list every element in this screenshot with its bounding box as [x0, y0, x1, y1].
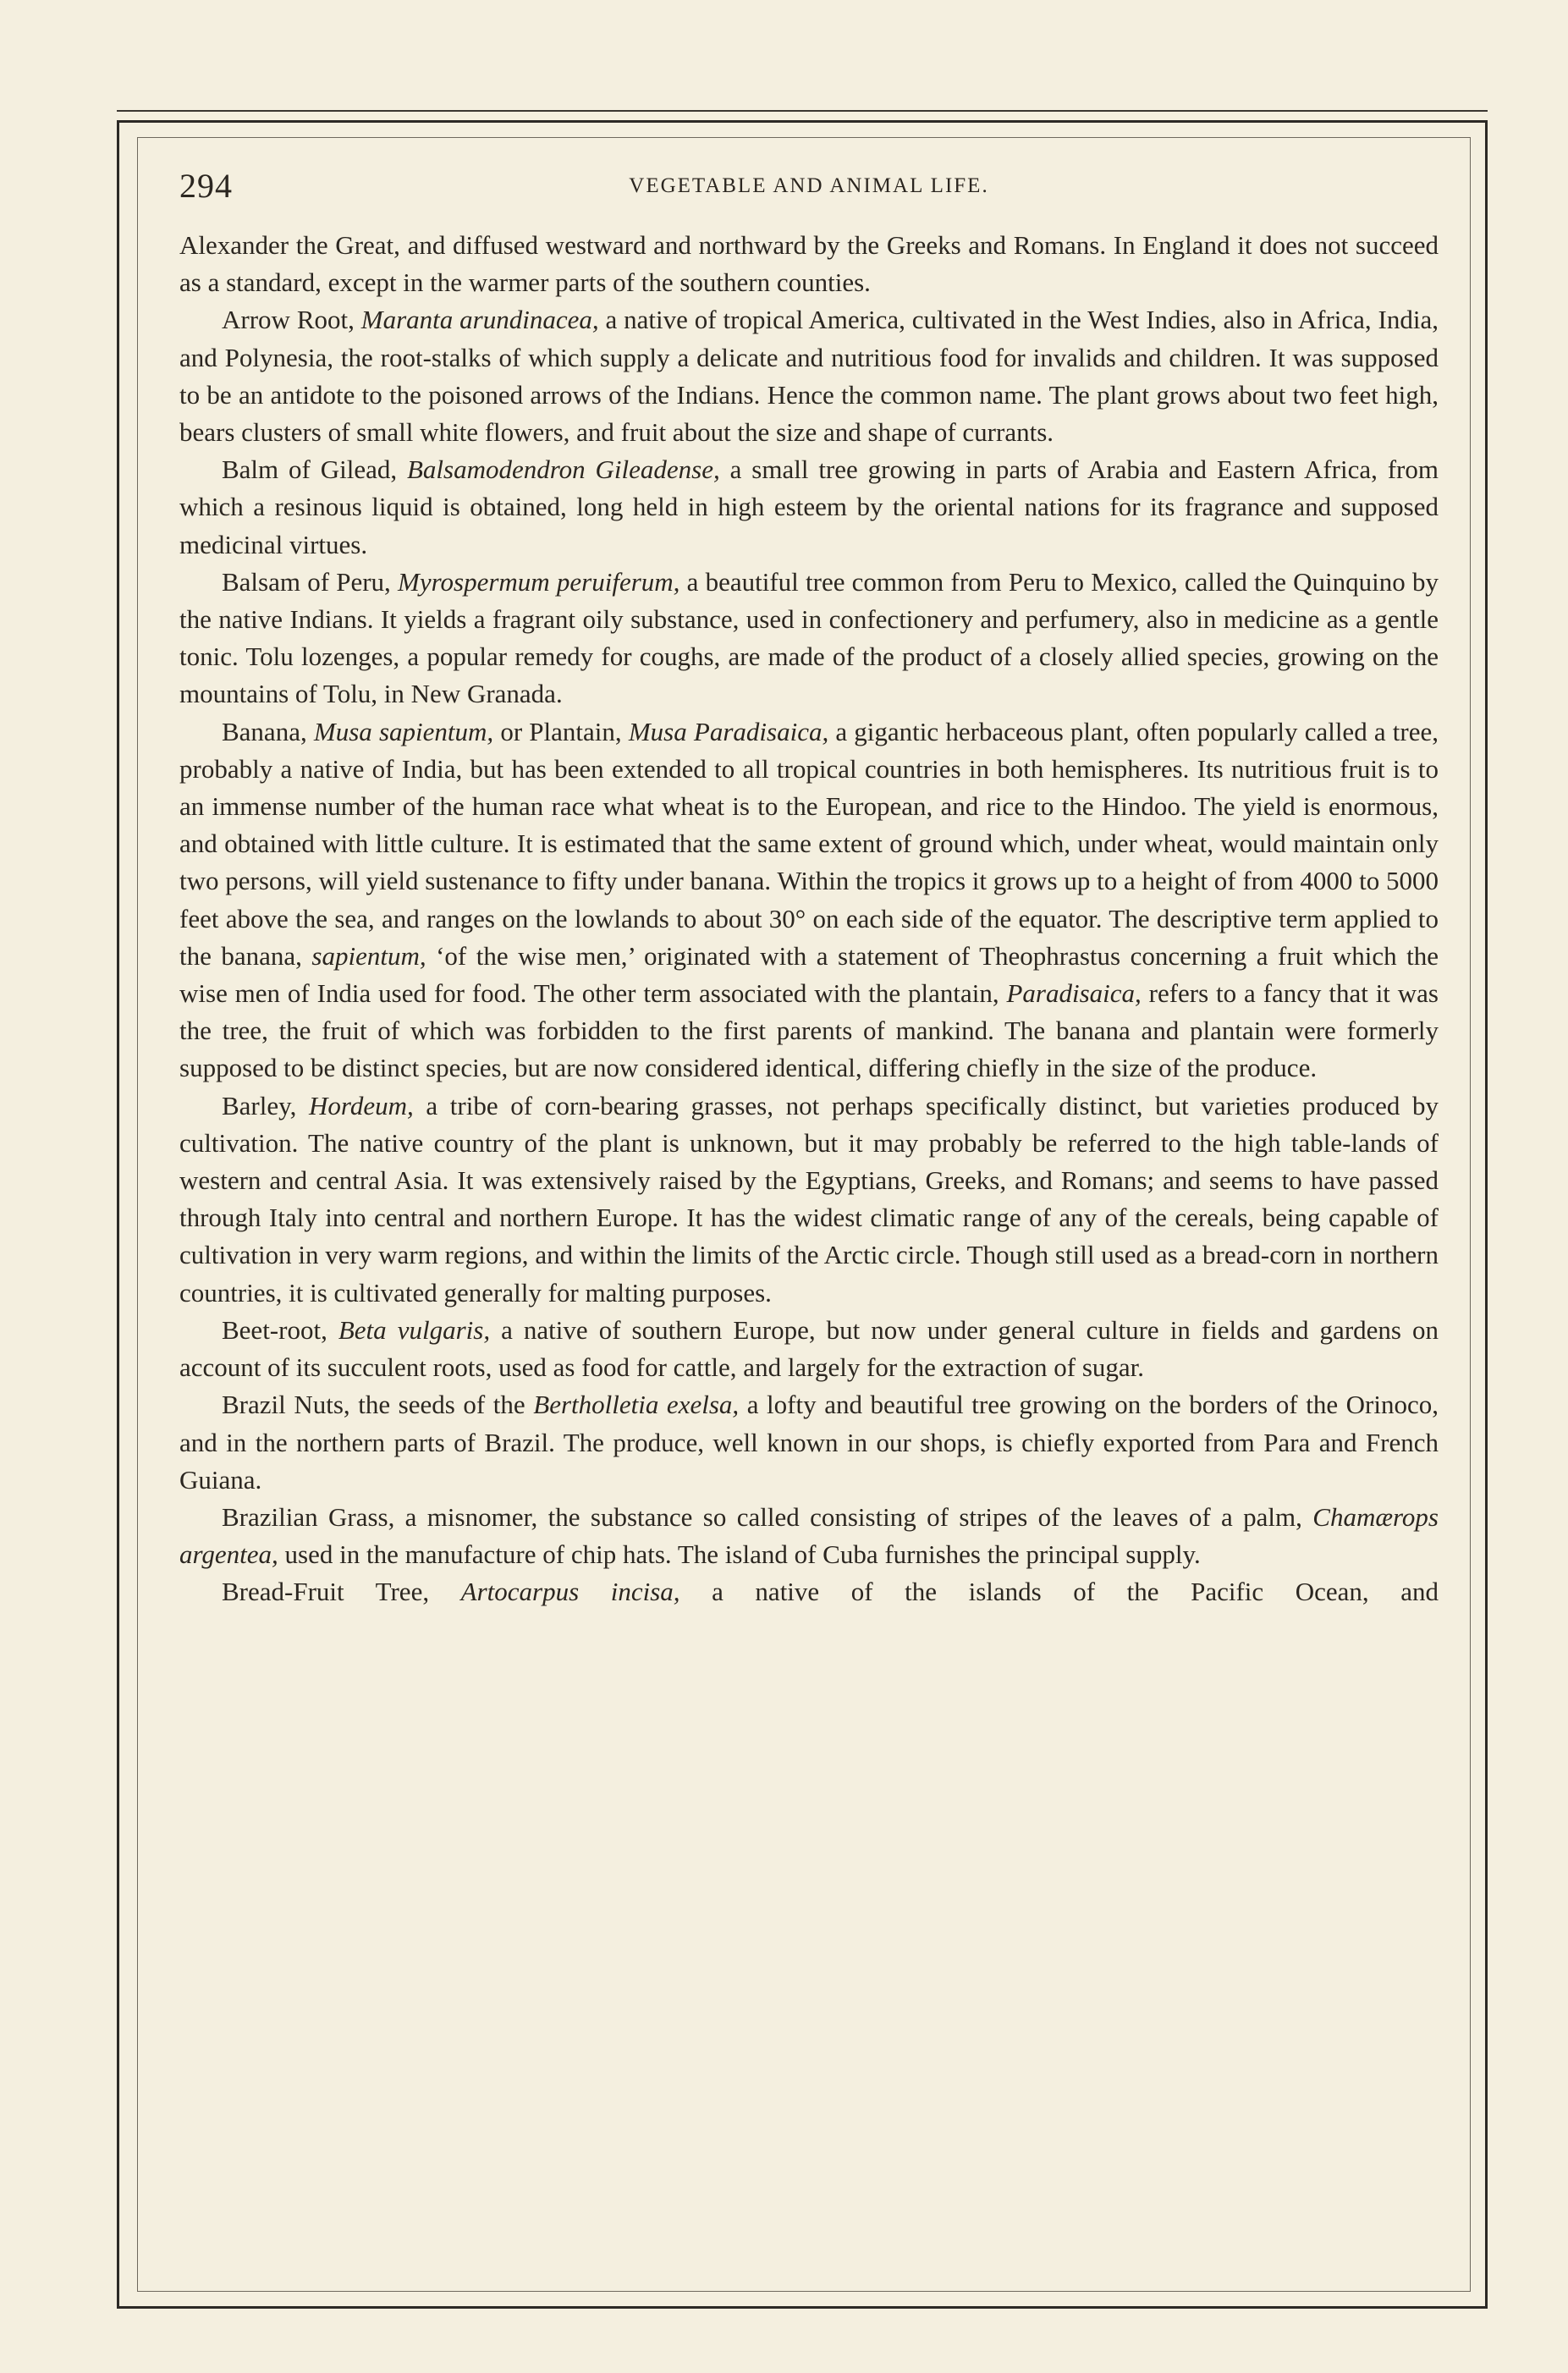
- text-run: a tribe of corn-bearing grasses, not perhaps specifically distinct, but varieties produced by cultivation. The native country of the plant is unknown, but it may probably be referred to the high table-lands of western and central Asia. It was extensively raised by the Egyptians, Greeks, and Romans; and seems to have passed through Italy into central and northern Europe. It has the widest climatic range of any of the cereals, being capable of cultivation in very warm regions, and within the limits of the Arctic circle. Though still used as a bread-corn in northern countries, it is cultivated generally for malting purposes.: [179, 1090, 1439, 1308]
- text-run: a native of the islands of the Pacific Ocean, and: [679, 1577, 1439, 1607]
- text-run: Banana,: [222, 716, 314, 746]
- text-run: Arrow Root,: [222, 305, 361, 335]
- scientific-name: Myrospermum peruiferum,: [398, 566, 680, 597]
- entry-banana: [179, 713, 1439, 1087]
- scientific-name: Maranta arundinacea,: [360, 305, 599, 335]
- running-head: [179, 166, 1439, 208]
- text-run: or Plantain,: [493, 716, 629, 746]
- text-run: used in the manufacture of chip hats. The island of Cuba furnishes the principal supply.: [278, 1539, 1201, 1570]
- text-run: Brazil Nuts, the seeds of the: [222, 1390, 534, 1420]
- scientific-name: Balsamodendron Gileadense,: [407, 454, 720, 485]
- entry-beet-root: [179, 1312, 1439, 1386]
- text-run: Bread-Fruit Tree,: [222, 1577, 461, 1607]
- scientific-name: Musa Paradisaica,: [628, 716, 829, 746]
- text-run: a beautiful tree common from Peru to Mexico, called the Quinquino by the native Indians. It yields a fragrant oily substance, used in confectionery and perfumery, also in medicine as a gentle tonic. Tolu lozenges, a popular remedy for coughs, are made of the product of a closely allied species, growing on the mountains of Tolu, in New Granada.: [179, 566, 1439, 709]
- text-run: a native of tropical America, cultivated in the West Indies, also in Africa, India, and Polynesia, the root-stalks of which supply a delicate and nutritious food for invalids and children. It was supposed to be an antidote to the poisoned arrows of the Indians. Hence the common name. The plant grows about two feet high, bears clusters of small white flowers, and fruit about the size and shape of currants.: [179, 305, 1439, 448]
- body-text: [179, 227, 1439, 1611]
- scientific-name: Artocarpus incisa,: [460, 1577, 680, 1607]
- entry-balsam-of-peru: [179, 564, 1439, 713]
- entry-bread-fruit: [179, 1573, 1439, 1610]
- text-run: Alexander the Great, and diffused westward and northward by the Greeks and Romans. In England it does not succeed as a standard, except in the warmer parts of the southern counties.: [179, 230, 1439, 298]
- scientific-name: Beta vulgaris,: [338, 1314, 491, 1345]
- text-run: Balsam of Peru,: [222, 566, 399, 597]
- scientific-name: Chamærops argentea,: [179, 1501, 1439, 1570]
- text-run: Beet-root,: [222, 1314, 338, 1345]
- scientific-name: Bertholletia exelsa,: [533, 1390, 740, 1420]
- page-number: 294: [179, 167, 233, 205]
- text-run: a gigantic herbaceous plant, often popularly called a tree, probably a native of India, but has been extended to all tropical countries in both hemispheres. Its nutritious fruit is to an immense number of the human race what wheat is to the European, and rice to the Hindoo. The yield is enormous, and obtained with little culture. It is estimated that the same extent of ground which, under wheat, would maintain only two persons, will yield sustenance to fifty under banana. Within the tropics it grows up to a height of from 4000 to 5000 feet above the sea, and ranges on the lowlands to about 30° on each side of the equator. The descriptive term applied to the banana,: [179, 716, 1439, 971]
- entry-brazilian-grass: [179, 1499, 1439, 1573]
- text-run: Barley,: [222, 1090, 310, 1120]
- scientific-name: Paradisaica,: [1006, 978, 1142, 1009]
- text-run: a native of southern Europe, but now under general culture in fields and gardens on account of its succulent roots, used as food for cattle, and largely for the extraction of sugar.: [179, 1314, 1439, 1383]
- text-run: a small tree growing in parts of Arabia and Eastern Africa, from which a resinous liquid is obtained, long held in high esteem by the oriental nations for its fragrance and supposed medicinal virtues.: [179, 454, 1439, 559]
- text-run: ‘of the wise men,’ originated with a statement of Theophrastus concerning a fruit which the wise men of India used for food. The other term associated with the plantain,: [179, 940, 1439, 1009]
- entry-brazil-nuts: [179, 1386, 1439, 1499]
- entry-barley: [179, 1087, 1439, 1312]
- entry-continuation: [179, 227, 1439, 301]
- scientific-name: Musa sapientum,: [313, 716, 494, 746]
- top-rule: [117, 110, 1488, 112]
- text-run: a lofty and beautiful tree growing on the borders of the Orinoco, and in the northern parts of Brazil. The produce, well known in our shops, is chiefly exported from Para and French Guiana.: [179, 1390, 1439, 1495]
- text-run: Brazilian Grass, a misnomer, the substance so called consisting of stripes of the leaves of a palm,: [222, 1501, 1313, 1532]
- entry-arrow-root: [179, 301, 1439, 451]
- text-run: Balm of Gilead,: [222, 454, 407, 485]
- running-title: VEGETABLE AND ANIMAL LIFE.: [629, 174, 989, 197]
- text-run: refers to a fancy that it was the tree, the fruit of which was forbidden to the first parents of mankind. The banana and plantain were formerly supposed to be distinct species, but are now considered identical, differing chiefly in the size of the produce.: [179, 978, 1439, 1083]
- scientific-name: Hordeum,: [309, 1090, 414, 1120]
- entry-balm-of-gilead: [179, 451, 1439, 564]
- scientific-name: sapientum,: [311, 940, 426, 971]
